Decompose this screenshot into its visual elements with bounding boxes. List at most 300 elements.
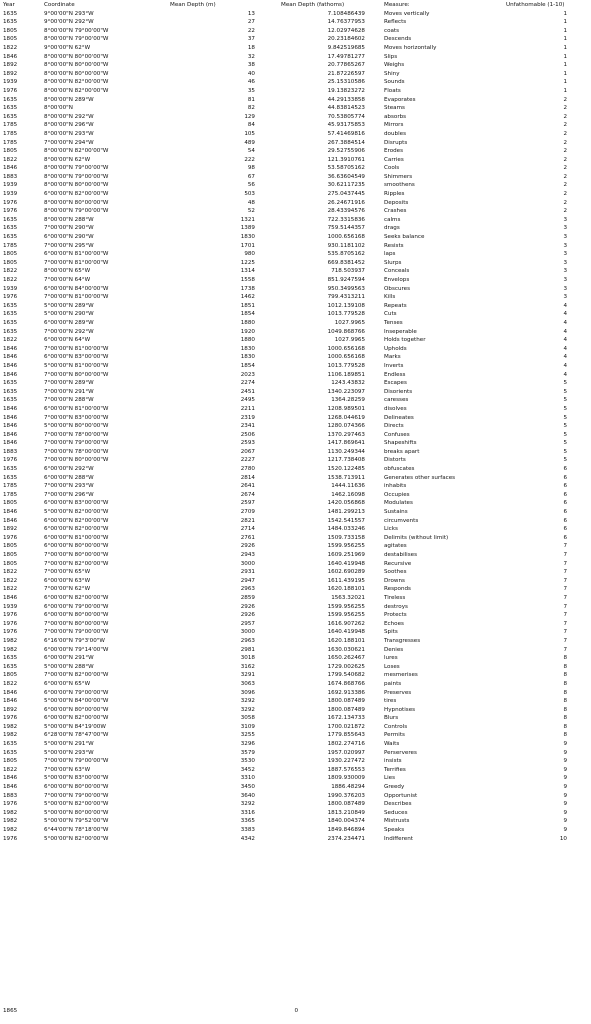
cell-unfathomable: 5 [563, 457, 567, 464]
cell-measure: Seduces [384, 809, 408, 816]
cell-unfathomable: 7 [563, 637, 567, 644]
table-row [0, 646, 591, 655]
cell-mean-depth-m: 3450 [240, 784, 255, 791]
cell-unfathomable: 10 [559, 835, 567, 842]
cell-coordinate: 7°00'00"N 62°W [44, 586, 91, 593]
cell-mean-depth-m: 2274 [240, 380, 255, 387]
cell-unfathomable: 4 [563, 371, 567, 378]
table-row [0, 259, 591, 268]
table-row [0, 723, 591, 732]
cell-unfathomable: 2 [563, 208, 567, 215]
cell-mean-depth-m: 32 [247, 53, 255, 60]
cell-coordinate: 8°00'00"N 292°W [44, 113, 94, 120]
cell-unfathomable: 6 [563, 474, 567, 481]
cell-mean-depth-m: 3018 [240, 655, 255, 662]
cell-year: 1805 [3, 27, 18, 34]
column-header-unfathomable: Unfathomable (1-10) [506, 2, 565, 8]
cell-mean-depth-fathoms: 1444.11636 [331, 483, 365, 490]
cell-mean-depth-m: 1830 [240, 234, 255, 241]
cell-mean-depth-m: 3640 [240, 792, 255, 799]
cell-mean-depth-m: 81 [247, 96, 255, 103]
table-row [0, 35, 591, 44]
cell-mean-depth-fathoms: 1268.044619 [327, 414, 365, 421]
cell-mean-depth-fathoms: 1640.419948 [327, 560, 365, 567]
cell-measure: breaks apart [384, 448, 420, 455]
cell-mean-depth-fathoms: 1542.541557 [327, 517, 365, 524]
cell-measure: Shapeshifts [384, 440, 417, 447]
cell-coordinate: 7°00'00"N 80°00'00"W [44, 552, 109, 558]
cell-coordinate: 7°00'00"N 289°W [44, 380, 94, 387]
cell-unfathomable: 2 [563, 182, 567, 189]
cell-measure: Occupies [384, 491, 410, 498]
cell-measure: Slips [384, 53, 398, 60]
table-row [0, 121, 591, 130]
cell-unfathomable: 8 [563, 672, 567, 679]
table-row [0, 233, 591, 242]
cell-coordinate: 8°00'00"N 79°00'00"W [44, 165, 109, 172]
cell-unfathomable: 7 [563, 552, 567, 558]
cell-measure: Loses [384, 663, 400, 670]
cell-unfathomable: 3 [563, 259, 567, 266]
cell-unfathomable: 3 [563, 225, 567, 232]
cell-unfathomable: 4 [563, 302, 567, 309]
cell-mean-depth-fathoms: 1800.087489 [327, 706, 365, 713]
table-row [0, 714, 591, 723]
cell-mean-depth-m: 3000 [240, 629, 255, 636]
table-row [0, 147, 591, 156]
cell-mean-depth-fathoms: 70.53805774 [327, 113, 365, 120]
cell-mean-depth-m: 2067 [240, 448, 255, 455]
cell-mean-depth-fathoms: 28.43394576 [327, 208, 365, 215]
cell-unfathomable: 5 [563, 405, 567, 412]
cell-unfathomable: 4 [563, 354, 567, 361]
cell-mean-depth-m: 3291 [240, 672, 255, 679]
cell-measure: destroys [384, 603, 408, 610]
cell-year: 1982 [3, 646, 18, 653]
cell-unfathomable: 4 [563, 362, 567, 369]
cell-measure: Disrupts [384, 139, 408, 146]
cell-unfathomable: 6 [563, 491, 567, 498]
cell-coordinate: 7°00'00"N 288°W [44, 397, 94, 404]
cell-coordinate: 8°00'00"N 289°W [44, 96, 94, 103]
cell-unfathomable: 2 [563, 130, 567, 137]
table-row [0, 96, 591, 105]
cell-year: 1822 [3, 766, 18, 773]
cell-unfathomable: 3 [563, 242, 567, 249]
table-row [0, 456, 591, 465]
table-row [0, 44, 591, 53]
table-row [0, 594, 591, 603]
table-row [0, 336, 591, 345]
cell-mean-depth-m: 2451 [240, 388, 255, 395]
cell-measure: Weighs [384, 62, 405, 69]
table-row [0, 654, 591, 663]
table-row [0, 173, 591, 182]
cell-measure: Resists [384, 242, 404, 249]
cell-unfathomable: 1 [563, 27, 567, 34]
cell-measure: Inverts [384, 362, 404, 369]
cell-mean-depth-fathoms: 1370.297463 [327, 431, 365, 438]
table-row [0, 388, 591, 397]
cell-coordinate: 6°00'00"N 80°00'00"W [44, 543, 109, 550]
cell-mean-depth-m: 98 [247, 165, 255, 172]
cell-mean-depth-fathoms: 57.41469816 [327, 130, 365, 137]
table-row [0, 104, 591, 113]
cell-mean-depth-fathoms: 36.63604549 [327, 173, 365, 180]
cell-measure: Steams [384, 105, 405, 112]
cell-measure: Echoes [384, 620, 404, 627]
cell-unfathomable: 6 [563, 526, 567, 533]
cell-measure: Moves horizontally [384, 44, 437, 51]
cell-measure: Transgresses [384, 637, 421, 644]
cell-mean-depth-fathoms: 1243.43832 [331, 380, 365, 387]
cell-coordinate: 8°00'00"N 80°00'00"W [44, 199, 109, 206]
cell-mean-depth-m: 222 [244, 156, 255, 163]
cell-unfathomable: 6 [563, 500, 567, 507]
cell-mean-depth-fathoms: 1887.576553 [327, 766, 365, 773]
table-row [0, 328, 591, 337]
cell-mean-depth-fathoms: 759.5144357 [327, 225, 365, 232]
cell-coordinate: 5°00'00"N 80°00'00"W [44, 423, 109, 430]
cell-year: 1846 [3, 423, 18, 430]
table-row [0, 611, 591, 620]
table-row [0, 835, 591, 844]
column-header-mean-depth-m: Mean Depth (m) [170, 2, 216, 8]
table-row [0, 353, 591, 362]
cell-measure: Waits [384, 741, 400, 748]
cell-year: 1982 [3, 732, 18, 739]
cell-coordinate: 7°00'00"N 79°00'00"W [44, 629, 109, 636]
cell-unfathomable: 1 [563, 79, 567, 86]
cell-year: 1846 [3, 414, 18, 421]
cell-coordinate: 6°00'00"N 81°00'00"W [44, 405, 109, 412]
cell-coordinate: 6°00'00"N 288°W [44, 474, 94, 481]
cell-mean-depth-fathoms: 1420.056868 [327, 500, 365, 507]
cell-coordinate: 7°00'00"N 80°00'00"W [44, 457, 109, 464]
cell-year: 1785 [3, 130, 18, 137]
cell-unfathomable: 9 [563, 809, 567, 816]
cell-measure: Reflects [384, 19, 407, 26]
cell-measure: Cools [384, 165, 400, 172]
cell-mean-depth-m: 2227 [240, 457, 255, 464]
cell-measure: Tenses [384, 319, 403, 326]
cell-unfathomable: 1 [563, 87, 567, 94]
cell-year: 1805 [3, 251, 18, 258]
cell-mean-depth-m: 2926 [240, 612, 255, 619]
cell-unfathomable: 5 [563, 397, 567, 404]
table-row [0, 697, 591, 706]
table-row [0, 216, 591, 225]
cell-mean-depth-m: 129 [244, 113, 255, 120]
cell-unfathomable: 6 [563, 517, 567, 524]
cell-coordinate: 5°00'00"N 291°W [44, 741, 94, 748]
cell-mean-depth-fathoms: 1800.087489 [327, 801, 365, 808]
table-row [0, 422, 591, 431]
cell-year: 1635 [3, 397, 18, 404]
cell-mean-depth-m: 2597 [240, 500, 255, 507]
cell-year: 1635 [3, 749, 18, 756]
cell-mean-depth-m: 2859 [240, 594, 255, 601]
table-row [0, 130, 591, 139]
cell-mean-depth-fathoms: 1208.989501 [327, 405, 365, 412]
cell-mean-depth-fathoms: 19.13823272 [327, 87, 365, 94]
cell-unfathomable: 7 [563, 646, 567, 653]
cell-mean-depth-fathoms: 1990.376203 [327, 792, 365, 799]
cell-coordinate: 6°00'00"N 82°00'00"W [44, 715, 109, 722]
cell-measure: Mistrusts [384, 818, 410, 825]
cell-mean-depth-fathoms: 267.3884514 [327, 139, 365, 146]
cell-unfathomable: 2 [563, 113, 567, 120]
cell-year: 1892 [3, 526, 18, 533]
cell-mean-depth-m: 3000 [240, 560, 255, 567]
table-row [0, 18, 591, 27]
cell-mean-depth-fathoms: 1602.690289 [327, 569, 365, 576]
cell-mean-depth-m: 2709 [240, 509, 255, 516]
cell-year: 1805 [3, 672, 18, 679]
cell-year: 1846 [3, 405, 18, 412]
cell-measure: Descends [384, 36, 412, 43]
cell-measure: laps [384, 251, 396, 258]
cell-coordinate: 5°00'00"N 289°W [44, 302, 94, 309]
cell-mean-depth-m: 105 [244, 130, 255, 137]
cell-unfathomable: 7 [563, 594, 567, 601]
cell-year: 1846 [3, 431, 18, 438]
cell-mean-depth-fathoms: 1027.9965 [334, 337, 365, 344]
cell-mean-depth-fathoms: 275.0437445 [327, 191, 365, 198]
table-row [0, 319, 591, 328]
cell-unfathomable: 5 [563, 431, 567, 438]
cell-mean-depth-m: 52 [247, 208, 255, 215]
cell-unfathomable: 6 [563, 534, 567, 541]
cell-measure: insists [384, 758, 402, 765]
table-row [0, 766, 591, 775]
footer-year: 1865 [3, 1008, 18, 1014]
cell-coordinate: 5°00'00"N 80°00'00"W [44, 809, 109, 816]
table-row [0, 508, 591, 517]
cell-mean-depth-fathoms: 14.76377953 [327, 19, 365, 26]
table-row [0, 706, 591, 715]
cell-coordinate: 7°00'00"N 290°W [44, 225, 94, 232]
cell-coordinate: 8°00'00"N 80°00'00"W [44, 182, 109, 189]
cell-coordinate: 7°00'00"N 80°00'00"W [44, 371, 109, 378]
column-header-coordinate: Coordinate [44, 2, 75, 8]
cell-coordinate: 6°00'00"N 84°00'00"W [44, 285, 109, 292]
footer-row [0, 1007, 493, 1017]
cell-year: 1846 [3, 775, 18, 782]
cell-coordinate: 6°00'00"N 83°00'00"W [44, 354, 109, 361]
cell-coordinate: 8°00'00"N 82°00'00"W [44, 79, 109, 86]
cell-mean-depth-fathoms: 26.24671916 [327, 199, 365, 206]
cell-mean-depth-fathoms: 799.4313211 [327, 294, 365, 301]
table-row [0, 585, 591, 594]
cell-coordinate: 5°00'00"N 81°00'00"W [44, 362, 109, 369]
cell-unfathomable: 2 [563, 96, 567, 103]
cell-coordinate: 5°00'00"N 82°00'00"W [44, 801, 109, 808]
cell-year: 1822 [3, 586, 18, 593]
table-row [0, 663, 591, 672]
cell-mean-depth-m: 1314 [240, 268, 255, 275]
cell-measure: absorbs [384, 113, 407, 120]
cell-mean-depth-m: 1851 [240, 302, 255, 309]
cell-measure: Holds together [384, 337, 426, 344]
cell-mean-depth-fathoms: 718.503937 [331, 268, 365, 275]
cell-mean-depth-fathoms: 1630.030621 [327, 646, 365, 653]
cell-mean-depth-fathoms: 1599.956255 [327, 603, 365, 610]
cell-mean-depth-fathoms: 1672.134733 [327, 715, 365, 722]
cell-mean-depth-fathoms: 1563.32021 [331, 594, 365, 601]
cell-measure: Shimmers [384, 173, 413, 180]
cell-year: 1976 [3, 620, 18, 627]
cell-year: 1846 [3, 345, 18, 352]
cell-measure: Evaporates [384, 96, 416, 103]
cell-unfathomable: 2 [563, 191, 567, 198]
cell-year: 1805 [3, 543, 18, 550]
cell-year: 1785 [3, 122, 18, 129]
cell-mean-depth-m: 3310 [240, 775, 255, 782]
cell-mean-depth-m: 1830 [240, 345, 255, 352]
cell-coordinate: 7°00'00"N 82°00'00"W [44, 672, 109, 679]
cell-mean-depth-fathoms: 44.29133858 [327, 96, 365, 103]
cell-coordinate: 6°00'00"N 82°00'00"W [44, 517, 109, 524]
table-row [0, 542, 591, 551]
cell-coordinate: 7°00'00"N 83°00'00"W [44, 414, 109, 421]
cell-year: 1846 [3, 362, 18, 369]
table-row [0, 78, 591, 87]
cell-unfathomable: 5 [563, 423, 567, 430]
cell-coordinate: 7°00'00"N 295°W [44, 242, 94, 249]
table-row [0, 207, 591, 216]
cell-unfathomable: 1 [563, 44, 567, 51]
cell-measure: Delimits (without limit) [384, 534, 449, 541]
cell-measure: tires [384, 698, 397, 705]
cell-mean-depth-fathoms: 851.9247594 [327, 277, 365, 283]
cell-measure: Repeats [384, 302, 407, 309]
cell-mean-depth-m: 3292 [240, 698, 255, 705]
cell-year: 1976 [3, 801, 18, 808]
cell-mean-depth-m: 35 [247, 87, 255, 94]
cell-mean-depth-fathoms: 1800.087489 [327, 698, 365, 705]
cell-measure: Crashes [384, 208, 407, 215]
table-row [0, 156, 591, 165]
cell-mean-depth-fathoms: 1364.28259 [331, 397, 365, 404]
cell-measure: Carries [384, 156, 404, 163]
cell-coordinate: 8°00'00"N 288°W [44, 216, 94, 223]
cell-measure: drags [384, 225, 400, 232]
cell-coordinate: 7°00'00"N 81°00'00"W [44, 259, 109, 266]
cell-measure: Confuses [384, 431, 410, 438]
cell-mean-depth-fathoms: 1280.074366 [327, 423, 365, 430]
cell-year: 1976 [3, 715, 18, 722]
cell-year: 1805 [3, 758, 18, 765]
table-row [0, 113, 591, 122]
cell-mean-depth-fathoms: 1462.16098 [331, 491, 365, 498]
cell-measure: Generates other surfaces [384, 474, 456, 481]
cell-mean-depth-fathoms: 1484.033246 [327, 526, 365, 533]
cell-mean-depth-m: 3255 [240, 732, 255, 739]
cell-coordinate: 5°00'00"N 290°W [44, 311, 94, 318]
cell-coordinate: 5°00'00"N 82°00'00"W [44, 509, 109, 516]
cell-measure: Escapes [384, 380, 407, 387]
cell-coordinate: 5°00'00"N 82°00'00"W [44, 835, 109, 842]
cell-year: 1635 [3, 466, 18, 473]
cell-unfathomable: 8 [563, 663, 567, 670]
cell-mean-depth-fathoms: 1049.868766 [327, 328, 365, 335]
cell-coordinate: 6°00'00"N 81°00'00"W [44, 251, 109, 258]
cell-mean-depth-m: 82 [247, 105, 255, 112]
cell-mean-depth-m: 2821 [240, 517, 255, 524]
cell-measure: Deposits [384, 199, 409, 206]
cell-mean-depth-m: 22 [247, 27, 255, 34]
cell-mean-depth-m: 2963 [240, 637, 255, 644]
table-row [0, 637, 591, 646]
cell-mean-depth-fathoms: 21.87226597 [327, 70, 365, 77]
cell-coordinate: 5°00'00"N 288°W [44, 663, 94, 670]
cell-measure: coats [384, 27, 400, 34]
table-row [0, 534, 591, 543]
cell-measure: destabilises [384, 552, 418, 558]
cell-coordinate: 7°00'00"N 81°00'00"W [44, 345, 109, 352]
table-row [0, 800, 591, 809]
cell-mean-depth-m: 3109 [240, 723, 255, 730]
cell-coordinate: 8°00'00"N 62°W [44, 156, 91, 163]
cell-mean-depth-m: 2780 [240, 466, 255, 473]
cell-unfathomable: 9 [563, 741, 567, 748]
cell-year: 1785 [3, 242, 18, 249]
cell-coordinate: 9°00'00"N 293°W [44, 10, 94, 17]
cell-mean-depth-fathoms: 1930.227472 [327, 758, 365, 765]
cell-mean-depth-fathoms: 53.58705162 [327, 165, 365, 172]
cell-unfathomable: 8 [563, 698, 567, 705]
table-row [0, 439, 591, 448]
table-row [0, 817, 591, 826]
cell-coordinate: 7°00'00"N 79°00'00"W [44, 440, 109, 447]
cell-mean-depth-m: 18 [247, 44, 255, 51]
cell-mean-depth-m: 1854 [240, 362, 255, 369]
cell-coordinate: 6°00'00"N 289°W [44, 319, 94, 326]
cell-coordinate: 7°00'00"N 80°00'00"W [44, 620, 109, 627]
table-row [0, 371, 591, 380]
cell-mean-depth-fathoms: 20.77865267 [327, 62, 365, 69]
table-row [0, 431, 591, 440]
cell-unfathomable: 3 [563, 234, 567, 241]
cell-year: 1982 [3, 827, 18, 833]
cell-measure: Upholds [384, 345, 407, 352]
footer-depth: 0 [294, 1008, 298, 1014]
cell-mean-depth-m: 13 [247, 10, 255, 17]
cell-year: 1846 [3, 594, 18, 601]
cell-mean-depth-m: 2926 [240, 543, 255, 550]
cell-measure: Denies [384, 646, 404, 653]
cell-measure: Conceals [384, 268, 410, 275]
cell-measure: Describes [384, 801, 412, 808]
cell-mean-depth-m: 2931 [240, 569, 255, 576]
table-row [0, 680, 591, 689]
cell-coordinate: 7°00'00"N 291°W [44, 388, 94, 395]
cell-year: 1635 [3, 10, 18, 17]
cell-unfathomable: 5 [563, 448, 567, 455]
cell-mean-depth-m: 3530 [240, 758, 255, 765]
cell-year: 1976 [3, 87, 18, 94]
cell-unfathomable: 4 [563, 337, 567, 344]
cell-year: 1635 [3, 319, 18, 326]
cell-mean-depth-m: 503 [244, 191, 255, 198]
table-row [0, 362, 591, 371]
cell-measure: paints [384, 680, 402, 687]
cell-measure: Perserveres [384, 749, 417, 756]
cell-measure: Soothes [384, 569, 407, 576]
cell-year: 1635 [3, 113, 18, 120]
cell-mean-depth-fathoms: 1650.262467 [327, 655, 365, 662]
